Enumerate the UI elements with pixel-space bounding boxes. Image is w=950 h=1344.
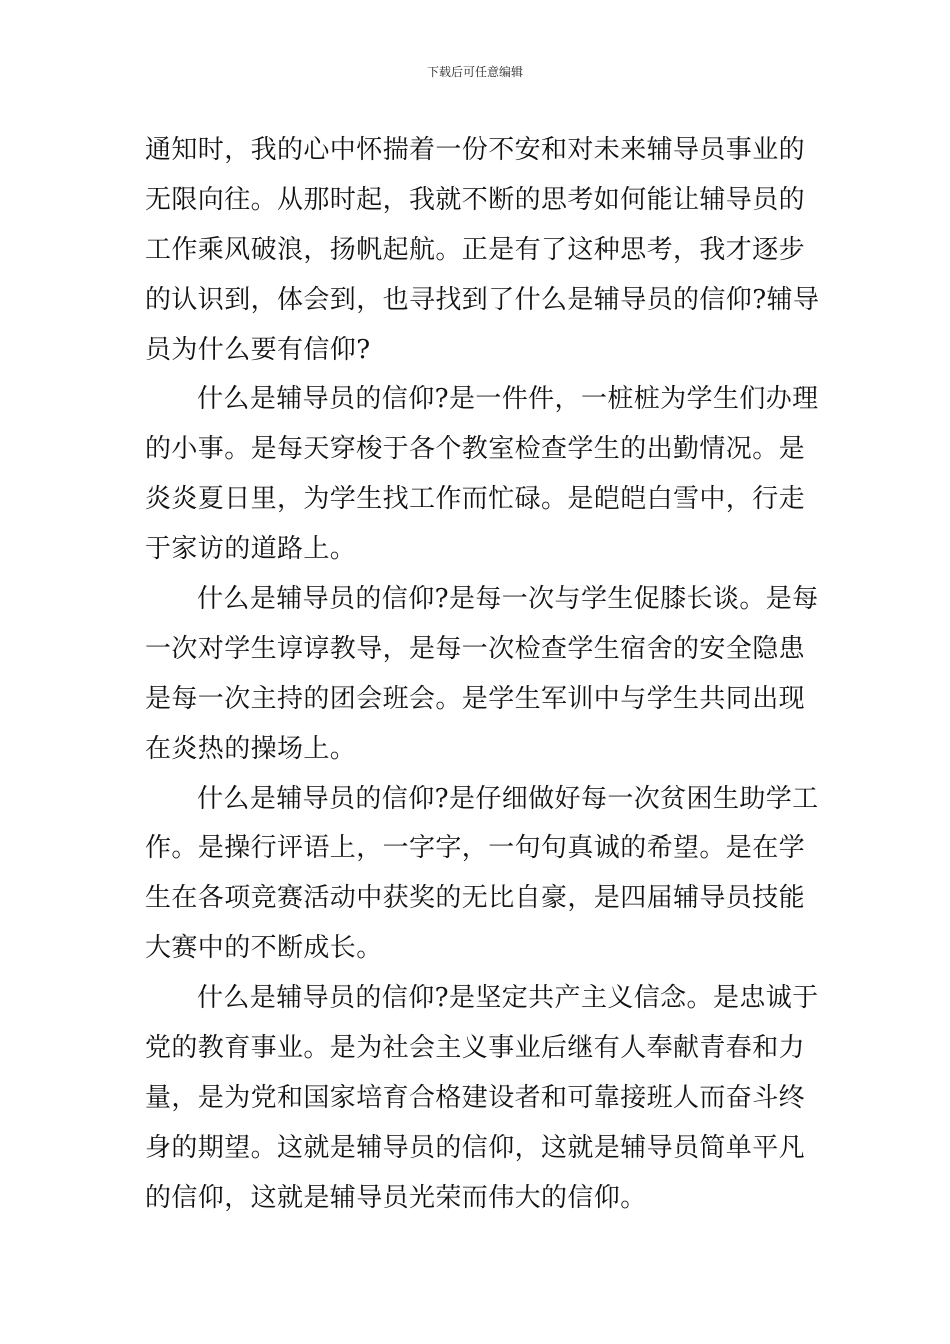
page-header: 下载后可任意编辑 — [426, 65, 523, 79]
text-line: 工作乘风破浪，扬帆起航。正是有了这种思考，我才逐步 — [145, 234, 806, 265]
paragraph-first-line: 什么是辅导员的信仰?是仔细做好每一次贫困生助学工 — [197, 783, 819, 814]
text-line: 作。是操行评语上，一字字，一句句真诚的希望。是在学 — [145, 833, 806, 864]
paragraph-first-line: 什么是辅导员的信仰?是坚定共产主义信念。是忠诚于 — [197, 983, 819, 1014]
text-line: 身的期望。这就是辅导员的信仰，这就是辅导员简单平凡 — [145, 1132, 806, 1163]
text-line: 的信仰，这就是辅导员光荣而伟大的信仰。 — [145, 1182, 647, 1213]
text-line: 员为什么要有信仰? — [145, 334, 371, 365]
text-line: 一次对学生谆谆教导，是每一次检查学生宿舍的安全隐患 — [145, 633, 806, 664]
text-line: 于家访的道路上。 — [145, 534, 357, 565]
text-line: 通知时，我的心中怀揣着一份不安和对未来辅导员事业的 — [145, 135, 806, 165]
text-line: 生在各项竞赛活动中获奖的无比自豪，是四届辅导员技能 — [145, 883, 806, 914]
document-body — [145, 126, 820, 1224]
text-line: 量，是为党和国家培育合格建设者和可靠接班人而奋斗终 — [145, 1082, 806, 1113]
text-line: 是每一次主持的团会班会。是学生军训中与学生共同出现 — [145, 683, 806, 714]
paragraph-first-line: 什么是辅导员的信仰?是一件件，一桩桩为学生们办理 — [197, 384, 819, 415]
text-line: 无限向往。从那时起，我就不断的思考如何能让辅导员的 — [145, 184, 806, 215]
text-line: 炎炎夏日里，为学生找工作而忙碌。是皑皑白雪中，行走 — [145, 484, 806, 515]
text-line: 的小事。是每天穿梭于各个教室检查学生的出勤情况。是 — [145, 434, 806, 465]
text-line: 在炎热的操场上。 — [145, 733, 357, 764]
paragraph-first-line: 什么是辅导员的信仰?是每一次与学生促膝长谈。是每 — [197, 584, 819, 615]
text-line: 大赛中的不断成长。 — [145, 933, 383, 964]
text-line: 的认识到，体会到，也寻找到了什么是辅导员的信仰?辅导 — [145, 284, 820, 315]
text-line: 党的教育事业。是为社会主义事业后继有人奉献青春和力 — [145, 1033, 806, 1064]
